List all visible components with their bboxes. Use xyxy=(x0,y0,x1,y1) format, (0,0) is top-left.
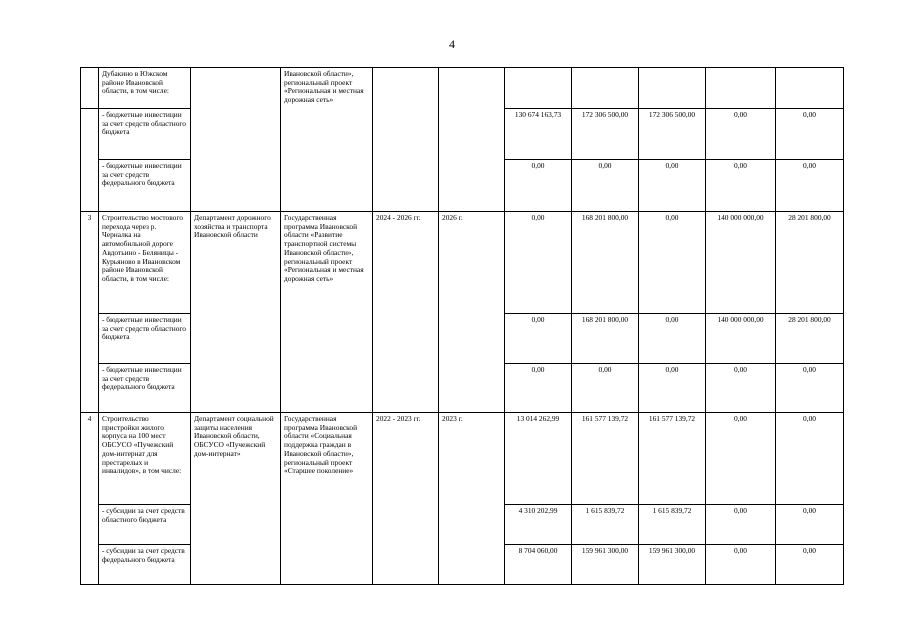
implementation-period xyxy=(373,68,439,212)
value-cell: 0,00 xyxy=(776,160,844,212)
table-row xyxy=(81,413,844,505)
value-cell: 0,00 xyxy=(572,160,639,212)
value-cell: 0,00 xyxy=(706,364,776,413)
value-cell: 0,00 xyxy=(639,160,706,212)
value-cell xyxy=(505,68,572,109)
completion-year xyxy=(439,68,505,212)
object-name: Строительство мостового перехода через р. Черналка на автомобильной дороге Авдотьино - Беляницы - Курьяново в Ивановском районе Ивановской области, в том числе: xyxy=(99,212,191,314)
table-row xyxy=(81,68,844,109)
value-cell xyxy=(639,68,706,109)
value-cell: 0,00 xyxy=(572,364,639,413)
value-cell: 0,00 xyxy=(505,314,572,364)
object-name: - бюджетные инвестиции за счет средств федерального бюджета xyxy=(99,160,191,212)
value-cell: 0,00 xyxy=(776,545,844,585)
value-cell: 0,00 xyxy=(706,160,776,212)
row-number: 4 xyxy=(81,413,99,585)
value-cell: 28 201 800,00 xyxy=(776,212,844,314)
responsible-department: Департамент дорожного хозяйства и транспорта Ивановской области xyxy=(191,212,281,413)
value-cell xyxy=(572,68,639,109)
object-name: - бюджетные инвестиции за счет средств областного бюджета xyxy=(99,314,191,364)
value-cell: 0,00 xyxy=(505,212,572,314)
program-name: Государственная программа Ивановской области «Социальная поддержка граждан в Ивановской области», региональный проект «Старшее поколение» xyxy=(281,413,373,585)
value-cell: 1 615 839,72 xyxy=(639,505,706,545)
value-cell: 0,00 xyxy=(706,109,776,160)
value-cell: 0,00 xyxy=(706,545,776,585)
value-cell: 28 201 800,00 xyxy=(776,314,844,364)
value-cell: 172 306 500,00 xyxy=(639,109,706,160)
value-cell: 161 577 139,72 xyxy=(572,413,639,505)
object-name: - субсидии за счет средств федерального бюджета xyxy=(99,545,191,585)
row-number xyxy=(81,109,99,212)
value-cell: 172 306 500,00 xyxy=(572,109,639,160)
value-cell: 140 000 000,00 xyxy=(706,314,776,364)
object-name: - бюджетные инвестиции за счет средств федерального бюджета xyxy=(99,364,191,413)
value-cell: 159 961 300,00 xyxy=(639,545,706,585)
object-name: Строительство пристройки жилого корпуса на 100 мест ОБСУСО «Пучежский дом-интернат для престарелых и инвалидов», в том числе: xyxy=(99,413,191,505)
value-cell: 0,00 xyxy=(706,413,776,505)
value-cell: 0,00 xyxy=(639,364,706,413)
object-name: Дубакино в Южском районе Ивановской области, в том числе: xyxy=(99,68,191,109)
responsible-department xyxy=(191,68,281,212)
value-cell: 0,00 xyxy=(505,364,572,413)
page-number: 4 xyxy=(449,37,455,51)
object-name: - бюджетные инвестиции за счет средств областного бюджета xyxy=(99,109,191,160)
value-cell: 8 704 060,00 xyxy=(505,545,572,585)
value-cell: 1 615 839,72 xyxy=(572,505,639,545)
value-cell xyxy=(776,68,844,109)
completion-year: 2023 г. xyxy=(439,413,505,585)
value-cell: 168 201 800,00 xyxy=(572,212,639,314)
value-cell: 140 000 000,00 xyxy=(706,212,776,314)
investment-table xyxy=(80,67,844,585)
value-cell: 0,00 xyxy=(639,314,706,364)
value-cell: 0,00 xyxy=(706,505,776,545)
table-row xyxy=(81,212,844,314)
value-cell: 0,00 xyxy=(776,413,844,505)
value-cell: 0,00 xyxy=(776,109,844,160)
value-cell: 159 961 300,00 xyxy=(572,545,639,585)
object-name: - субсидии за счет средств областного бюджета xyxy=(99,505,191,545)
program-name: Государственная программа Ивановской области «Развитие транспортной системы Ивановской области», региональный проект «Региональная и местная дорожная сеть» xyxy=(281,212,373,413)
value-cell: 0,00 xyxy=(776,505,844,545)
value-cell: 161 577 139,72 xyxy=(639,413,706,505)
implementation-period: 2022 - 2023 гг. xyxy=(373,413,439,585)
row-number xyxy=(81,68,99,109)
value-cell: 0,00 xyxy=(639,212,706,314)
value-cell: 168 201 800,00 xyxy=(572,314,639,364)
value-cell: 130 674 163,73 xyxy=(505,109,572,160)
value-cell: 0,00 xyxy=(776,364,844,413)
row-number: 3 xyxy=(81,212,99,413)
implementation-period: 2024 - 2026 гг. xyxy=(373,212,439,413)
value-cell: 13 014 262,99 xyxy=(505,413,572,505)
value-cell: 4 310 202,99 xyxy=(505,505,572,545)
value-cell: 0,00 xyxy=(505,160,572,212)
value-cell xyxy=(706,68,776,109)
program-name: Ивановской области», региональный проект «Региональная и местная дорожная сеть» xyxy=(281,68,373,212)
responsible-department: Департамент социальной защиты населения Ивановской области, ОБСУСО «Пучежский дом-интернат» xyxy=(191,413,281,585)
completion-year: 2026 г. xyxy=(439,212,505,413)
